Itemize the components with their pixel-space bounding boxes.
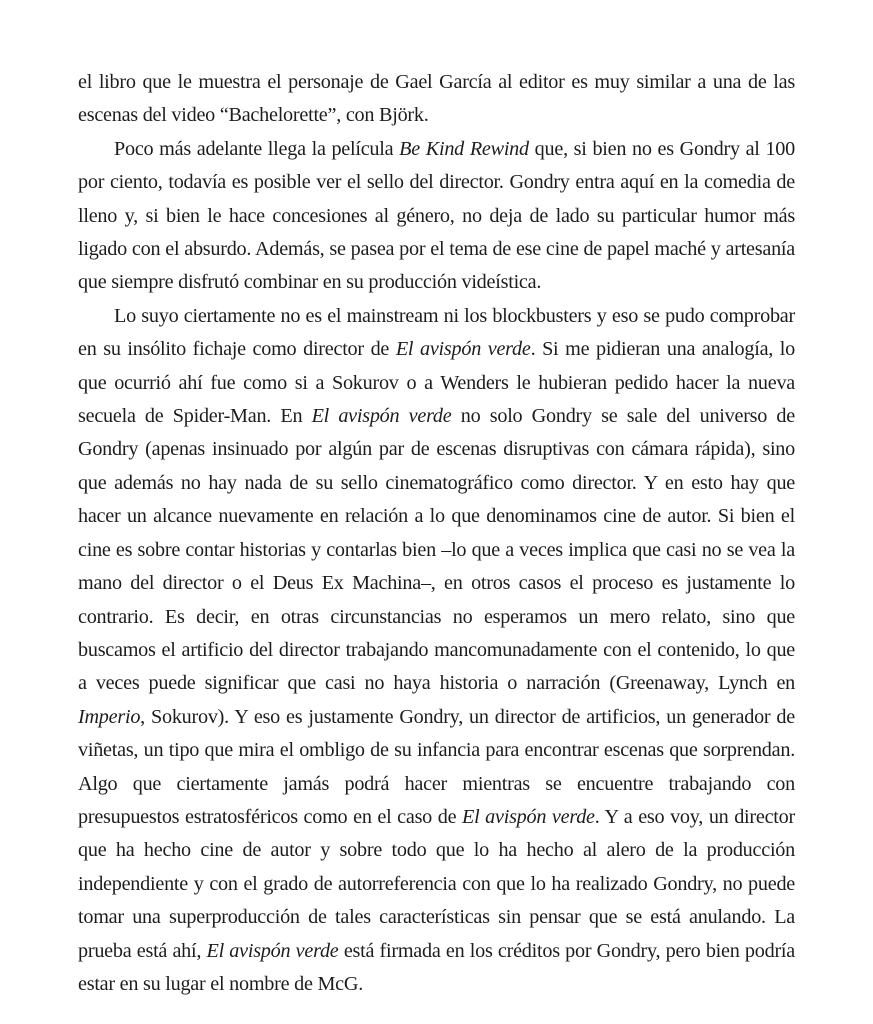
- paragraph-2: [78, 133, 795, 300]
- film-title-el-avispon-verde: El avispón verde: [395, 338, 531, 361]
- film-title-el-avispon-verde: El avispón verde: [311, 405, 452, 428]
- paragraph-1-text: el libro que le muestra el personaje de Gael García al editor es muy similar a una de las escenas del video “Bachelorette”, con Björk.: [78, 71, 795, 127]
- paragraph-3-text: Lo suyo ciertamente no es el mainstream ni los blockbusters y eso se pudo comprobar en su insólito fichaje como director de: [78, 304, 795, 361]
- paragraph-2-text: que, si bien no es Gondry al 100 por ciento, todavía es posible ver el sello del director. Gondry entra aquí en la comedia de lleno y, si bien le hace concesiones al género, no deja de lado su particular humor más ligado con el absurdo. Además, se pasea por el tema de ese cine de papel maché y artesanía que siempre disfrutó combinar en su producción videística.: [78, 137, 795, 294]
- film-title-el-avispon-verde: El avispón verde: [206, 939, 339, 962]
- paragraph-3-text: está firmada en los créditos por Gondry, pero bien podría estar en su lugar el nombre de McG.: [78, 939, 795, 995]
- paragraph-3: [78, 300, 795, 1002]
- paragraph-1: [78, 66, 795, 133]
- book-page: [78, 66, 795, 1001]
- paragraph-3-text: . Y a eso voy, un director que ha hecho cine de autor y sobre todo que lo ha hecho al alero de la producción independiente y con el grado de autorreferencia con que lo ha realizado Gondry, no puede tomar una superproducción de tales características sin pensar que se está anulando. La prueba está ahí,: [78, 805, 795, 962]
- film-title-imperio: Imperio: [78, 705, 141, 728]
- paragraph-2-text: Poco más adelante llega la película: [114, 137, 400, 160]
- paragraph-3-text: , Sokurov). Y eso es justamente Gondry, un director de artificios, un generador de viñetas, un tipo que mira el ombligo de su infancia para encontrar escenas que sorprendan. Algo que ciertamente jamás podrá hacer mientras se encuentre trabajando con presupuestos estratosféricos como en el caso de: [78, 705, 795, 828]
- film-title-el-avispon-verde: El avispón verde: [462, 805, 595, 828]
- paragraph-3-text: no solo Gondry se sale del universo de Gondry (apenas insinuado por algún par de escenas disruptivas con cámara rápida), sino que además no hay nada de su sello cinematográfico como director. Y en esto hay que hacer un alcance nuevamente en relación a lo que denominamos cine de autor. Si bien el cine es sobre contar historias y contarlas bien –lo que a veces implica que casi no se vea la mano del director o el Deus Ex Machina–, en otros casos el proceso es justamente lo contrario. Es decir, en otras circunstancias no esperamos un mero relato, sino que buscamos el artificio del director trabajando mancomunadamente con el contenido, lo que a veces puede significar que casi no haya historia o narración (Greenaway, Lynch en: [78, 405, 795, 695]
- film-title-be-kind-rewind: Be Kind Rewind: [399, 137, 529, 160]
- paragraph-3-text: . Si me pidieran una analogía, lo que ocurrió ahí fue como si a Sokurov o a Wenders le hubieran pedido hacer la nueva secuela de Spider-Man. En: [78, 338, 796, 428]
